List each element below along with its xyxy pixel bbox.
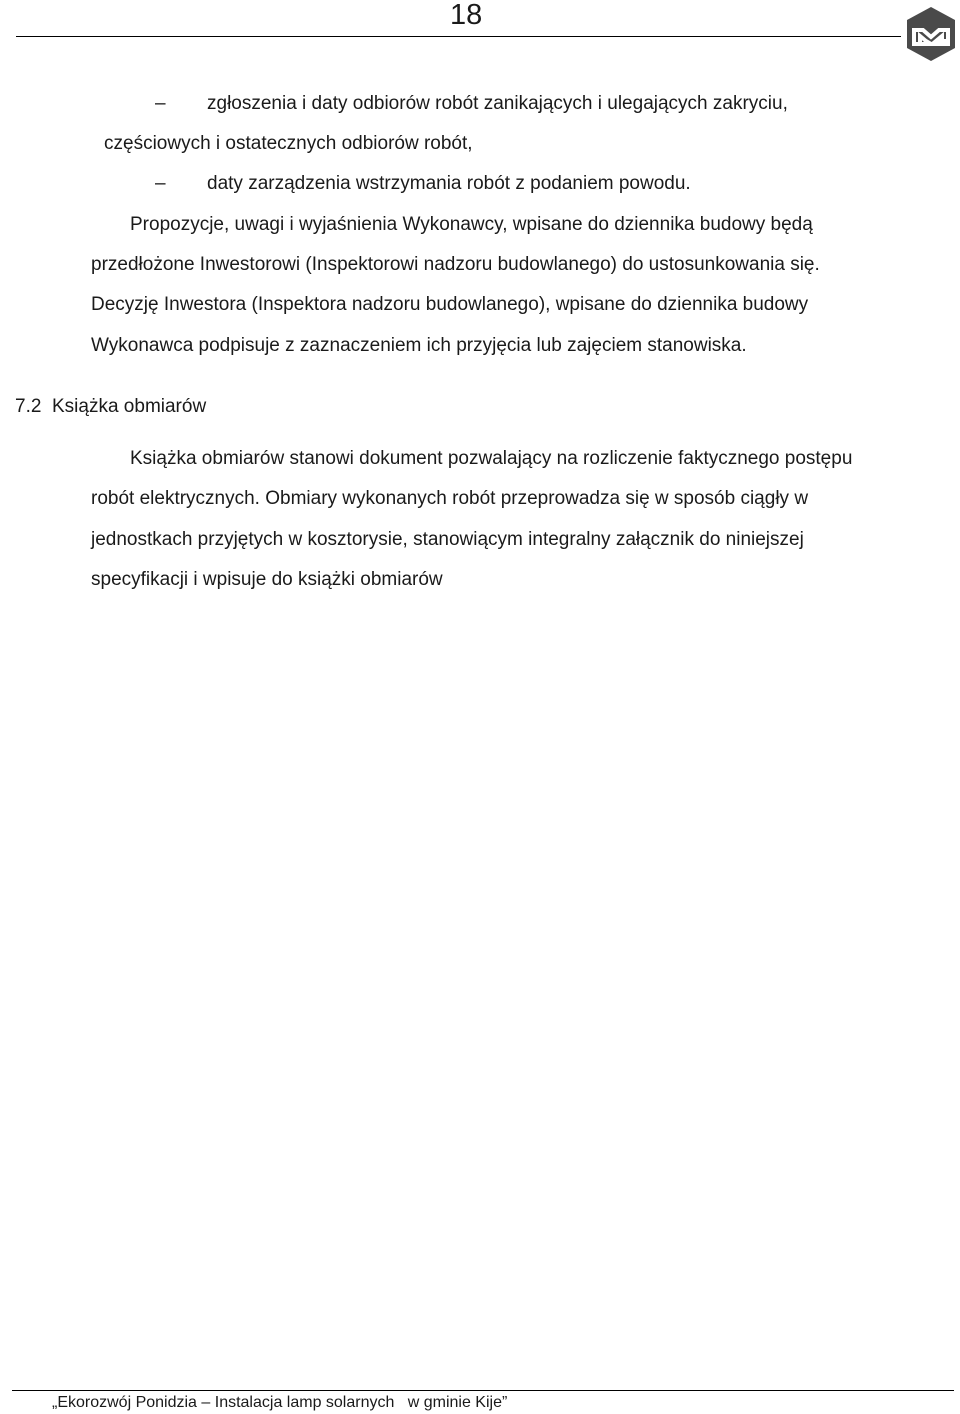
paragraph-line: specyfikacji i wpisuje do książki obmiarów: [91, 569, 443, 590]
list-item: zgłoszenia i daty odbiorów robót zanikających i ulegających zakryciu,: [207, 93, 788, 114]
page-number: 18: [450, 0, 483, 31]
company-logo-icon: [905, 6, 957, 62]
section-title: Książka obmiarów: [52, 396, 207, 417]
paragraph-line: robót elektrycznych. Obmiary wykonanych robót przeprowadza się w sposób ciągły w: [91, 488, 809, 509]
header-rule: [16, 36, 901, 37]
list-item: daty zarządzenia wstrzymania robót z podaniem powodu.: [207, 173, 691, 194]
footer-rule: [12, 1390, 954, 1391]
section-number: 7.2: [15, 396, 42, 417]
paragraph-line: przedłożone Inwestorowi (Inspektorowi nadzoru budowlanego) do ustosunkowania się.: [91, 254, 820, 275]
paragraph-line: Wykonawca podpisuje z zaznaczeniem ich przyjęcia lub zajęciem stanowiska.: [91, 335, 747, 356]
paragraph-line: Propozycje, uwagi i wyjaśnienia Wykonawcy, wpisane do dziennika budowy będą: [130, 214, 813, 235]
list-item-continuation: częściowych i ostatecznych odbiorów robót,: [104, 133, 473, 154]
paragraph-line: Książka obmiarów stanowi dokument pozwalający na rozliczenie faktycznego postępu: [130, 448, 853, 469]
list-dash: –: [155, 93, 166, 114]
list-dash: –: [155, 173, 166, 194]
paragraph-line: Decyzję Inwestora (Inspektora nadzoru budowlanego), wpisane do dziennika budowy: [91, 294, 809, 315]
footer-text: „Ekorozwój Ponidzia – Instalacja lamp solarnych w gminie Kije”: [52, 1394, 508, 1411]
paragraph-line: jednostkach przyjętych w kosztorysie, stanowiącym integralny załącznik do niniejszej: [91, 529, 804, 550]
